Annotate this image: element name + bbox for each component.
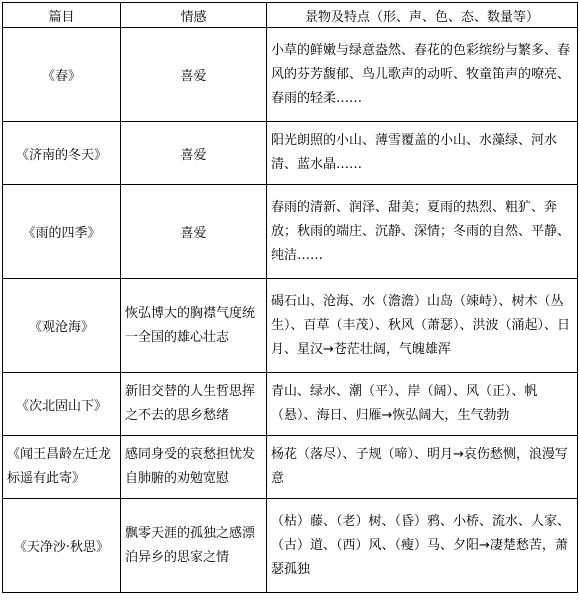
table-row <box>3 436 578 499</box>
title-cell: 《春》 <box>3 28 121 122</box>
title-cell: 《雨的四季》 <box>3 185 121 279</box>
title-cell: 《济南的冬天》 <box>3 122 121 185</box>
emotion-cell: 喜爱 <box>121 122 267 185</box>
scenery-cell: 春雨的清新、润泽、甜美；夏雨的热烈、粗犷、奔放；秋雨的端庄、沉静、深情；冬雨的自然、平静、纯洁…… <box>267 185 578 279</box>
table-row <box>3 279 578 373</box>
emotion-cell: 恢弘博大的胸襟气度统一全国的雄心壮志 <box>121 279 267 373</box>
table-row <box>3 28 578 122</box>
table-row <box>3 499 578 593</box>
header-scenery: 景物及特点（形、声、色、态、数量等） <box>267 3 578 28</box>
literature-table <box>2 2 578 593</box>
emotion-cell: 感同身受的哀愁担忧发自肺腑的劝勉宽慰 <box>121 436 267 499</box>
emotion-cell: 新旧交替的人生哲思挥之不去的思乡愁绪 <box>121 373 267 436</box>
scenery-cell: 碣石山、沧海、水（澹澹）山岛（竦峙）、树木（丛生）、百草（丰茂）、秋风（萧瑟）、洪波（涌起）、日月、星汉→苍茫壮阔，气魄雄浑 <box>267 279 578 373</box>
title-cell: 《次北固山下》 <box>3 373 121 436</box>
scenery-cell: 青山、绿水、潮（平）、岸（阔）、风（正）、帆（悬）、海日、归雁→恢弘阔大，生气勃勃 <box>267 373 578 436</box>
header-emotion: 情感 <box>121 3 267 28</box>
title-cell: 《天净沙·秋思》 <box>3 499 121 593</box>
scenery-cell: （枯）藤、（老）树、（昏）鸦、小桥、流水、人家、（古）道、（西）风、（瘦）马、夕阳→凄楚愁苦，萧瑟孤独 <box>267 499 578 593</box>
table-row <box>3 122 578 185</box>
emotion-cell: 喜爱 <box>121 185 267 279</box>
emotion-cell: 飘零天涯的孤独之感漂泊异乡的思家之情 <box>121 499 267 593</box>
table-row <box>3 373 578 436</box>
header-title: 篇目 <box>3 3 121 28</box>
table-row <box>3 185 578 279</box>
title-cell: 《观沧海》 <box>3 279 121 373</box>
scenery-cell: 杨花（落尽）、子规（啼）、明月→哀伤愁恻，浪漫写意 <box>267 436 578 499</box>
emotion-cell: 喜爱 <box>121 28 267 122</box>
header-row <box>3 3 578 28</box>
title-cell: 《闻王昌龄左迁龙标遥有此寄》 <box>3 436 121 499</box>
scenery-cell: 阳光朗照的小山、薄雪覆盖的小山、水藻绿、河水清、蓝水晶…… <box>267 122 578 185</box>
scenery-cell: 小草的鲜嫩与绿意盎然、春花的色彩缤纷与繁多、春风的芬芳馥郁、鸟儿歌声的动听、牧童笛声的嘹亮、春雨的轻柔…… <box>267 28 578 122</box>
